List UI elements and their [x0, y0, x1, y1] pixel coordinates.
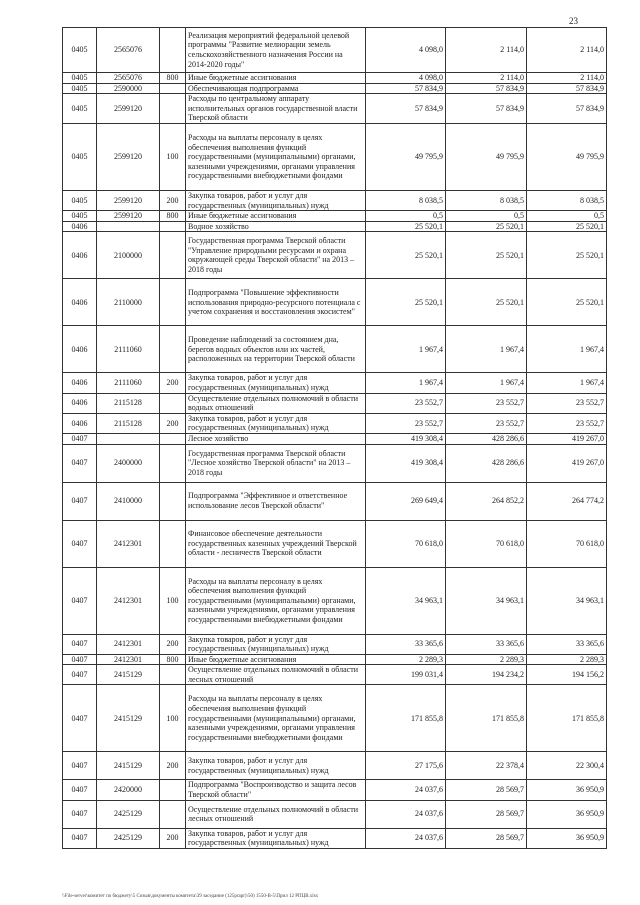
- article-code-cell: 2100000: [97, 232, 160, 279]
- value-year-2-cell: 70 618,0: [446, 520, 527, 567]
- value-year-2-cell: 34 963,1: [446, 567, 527, 634]
- section-code-cell: 0406: [63, 279, 97, 326]
- value-year-2-cell: 1 967,4: [446, 326, 527, 373]
- item-name-cell: Подпрограмма "Воспроизводство и защита лесов Тверской области": [186, 780, 366, 800]
- table-row: [63, 567, 607, 634]
- value-year-2-cell: 264 852,2: [446, 482, 527, 520]
- value-year-3-cell: 57 834,9: [527, 83, 607, 94]
- section-code-cell: 0407: [63, 433, 97, 444]
- table-row: [63, 413, 607, 433]
- expense-type-cell: 800: [160, 211, 186, 222]
- item-name-cell: Проведение наблюдений за состоянием дна, берегов водных объектов или их частей, расположенных на территории Тверской области: [186, 326, 366, 373]
- value-year-1-cell: 33 365,6: [366, 634, 446, 654]
- section-code-cell: 0406: [63, 221, 97, 232]
- table-row: [63, 83, 607, 94]
- value-year-1-cell: 8 038,5: [366, 190, 446, 210]
- value-year-2-cell: 33 365,6: [446, 634, 527, 654]
- article-code-cell: 2565076: [97, 73, 160, 84]
- value-year-2-cell: 171 855,8: [446, 685, 527, 752]
- item-name-cell: Осуществление отдельных полномочий в области водных отношений: [186, 393, 366, 413]
- item-name-cell: Осуществление отдельных полномочий в области лесных отношений: [186, 665, 366, 685]
- value-year-1-cell: 25 520,1: [366, 232, 446, 279]
- value-year-3-cell: 171 855,8: [527, 685, 607, 752]
- article-code-cell: 2410000: [97, 482, 160, 520]
- value-year-2-cell: 22 378,4: [446, 752, 527, 780]
- value-year-3-cell: 23 552,7: [527, 413, 607, 433]
- value-year-2-cell: 8 038,5: [446, 190, 527, 210]
- table-row: [63, 520, 607, 567]
- value-year-3-cell: 49 795,9: [527, 123, 607, 190]
- value-year-2-cell: 28 569,7: [446, 828, 527, 848]
- value-year-3-cell: 419 267,0: [527, 444, 607, 482]
- article-code-cell: [97, 433, 160, 444]
- item-name-cell: Осуществление отдельных полномочий в области лесных отношений: [186, 800, 366, 828]
- value-year-1-cell: 24 037,6: [366, 780, 446, 800]
- value-year-3-cell: 70 618,0: [527, 520, 607, 567]
- table-row: [63, 221, 607, 232]
- value-year-3-cell: 25 520,1: [527, 232, 607, 279]
- value-year-3-cell: 57 834,9: [527, 94, 607, 124]
- article-code-cell: 2415129: [97, 685, 160, 752]
- expense-type-cell: 100: [160, 123, 186, 190]
- article-code-cell: 2115128: [97, 413, 160, 433]
- section-code-cell: 0407: [63, 752, 97, 780]
- value-year-3-cell: 264 774,2: [527, 482, 607, 520]
- item-name-cell: Расходы на выплаты персоналу в целях обеспечения выполнения функций государственными (муниципальными) органами, казенными учреждениями, органами управления государственными внебюджетными фондами: [186, 685, 366, 752]
- table-row: [63, 665, 607, 685]
- item-name-cell: Расходы на выплаты персоналу в целях обеспечения выполнения функций государственными (муниципальными) органами, казенными учреждениями, органами управления государственными внебюджетными фондами: [186, 123, 366, 190]
- section-code-cell: 0406: [63, 413, 97, 433]
- value-year-2-cell: 0,5: [446, 211, 527, 222]
- expense-type-cell: [160, 232, 186, 279]
- table-row: [63, 373, 607, 393]
- section-code-cell: 0407: [63, 634, 97, 654]
- value-year-1-cell: 25 520,1: [366, 279, 446, 326]
- expense-type-cell: [160, 83, 186, 94]
- expense-type-cell: [160, 780, 186, 800]
- item-name-cell: Закупка товаров, работ и услуг для государственных (муниципальных) нужд: [186, 373, 366, 393]
- item-name-cell: Закупка товаров, работ и услуг для государственных (муниципальных) нужд: [186, 634, 366, 654]
- value-year-2-cell: 23 552,7: [446, 413, 527, 433]
- article-code-cell: [97, 221, 160, 232]
- table-row: [63, 752, 607, 780]
- value-year-1-cell: 199 031,4: [366, 665, 446, 685]
- section-code-cell: 0407: [63, 654, 97, 665]
- item-name-cell: Водное хозяйство: [186, 221, 366, 232]
- value-year-1-cell: 2 289,3: [366, 654, 446, 665]
- value-year-3-cell: 23 552,7: [527, 393, 607, 413]
- article-code-cell: 2115128: [97, 393, 160, 413]
- expense-type-cell: 800: [160, 654, 186, 665]
- value-year-2-cell: 428 286,6: [446, 444, 527, 482]
- value-year-1-cell: 25 520,1: [366, 221, 446, 232]
- expense-type-cell: [160, 326, 186, 373]
- value-year-3-cell: 2 114,0: [527, 28, 607, 73]
- section-code-cell: 0407: [63, 444, 97, 482]
- value-year-1-cell: 24 037,6: [366, 800, 446, 828]
- item-name-cell: Закупка товаров, работ и услуг для государственных (муниципальных) нужд: [186, 413, 366, 433]
- value-year-2-cell: 25 520,1: [446, 279, 527, 326]
- table-row: [63, 800, 607, 828]
- item-name-cell: Закупка товаров, работ и услуг для государственных (муниципальных) нужд: [186, 752, 366, 780]
- section-code-cell: 0405: [63, 94, 97, 124]
- table-row: [63, 28, 607, 73]
- section-code-cell: 0407: [63, 828, 97, 848]
- value-year-1-cell: 27 175,6: [366, 752, 446, 780]
- value-year-2-cell: 25 520,1: [446, 232, 527, 279]
- article-code-cell: 2412301: [97, 634, 160, 654]
- article-code-cell: 2599120: [97, 190, 160, 210]
- article-code-cell: 2111060: [97, 373, 160, 393]
- value-year-3-cell: 0,5: [527, 211, 607, 222]
- value-year-3-cell: 2 114,0: [527, 73, 607, 84]
- expense-type-cell: 200: [160, 413, 186, 433]
- expense-type-cell: [160, 444, 186, 482]
- article-code-cell: 2565076: [97, 28, 160, 73]
- section-code-cell: 0407: [63, 520, 97, 567]
- expense-type-cell: [160, 433, 186, 444]
- item-name-cell: Закупка товаров, работ и услуг для государственных (муниципальных) нужд: [186, 190, 366, 210]
- expense-type-cell: 100: [160, 685, 186, 752]
- table-row: [63, 654, 607, 665]
- expense-type-cell: [160, 393, 186, 413]
- article-code-cell: 2412301: [97, 567, 160, 634]
- article-code-cell: 2420000: [97, 780, 160, 800]
- value-year-2-cell: 2 114,0: [446, 73, 527, 84]
- item-name-cell: Реализация мероприятий федеральной целевой программы "Развитие мелиорации земель сельскохозяйственного назначения России на 2014-2020 годы": [186, 28, 366, 73]
- item-name-cell: Закупка товаров, работ и услуг для государственных (муниципальных) нужд: [186, 828, 366, 848]
- table-row: [63, 123, 607, 190]
- article-code-cell: 2599120: [97, 211, 160, 222]
- value-year-1-cell: 23 552,7: [366, 413, 446, 433]
- article-code-cell: 2111060: [97, 326, 160, 373]
- value-year-3-cell: 34 963,1: [527, 567, 607, 634]
- section-code-cell: 0407: [63, 482, 97, 520]
- value-year-2-cell: 1 967,4: [446, 373, 527, 393]
- section-code-cell: 0405: [63, 123, 97, 190]
- table-row: [63, 634, 607, 654]
- value-year-3-cell: 194 156,2: [527, 665, 607, 685]
- value-year-1-cell: 1 967,4: [366, 326, 446, 373]
- expense-type-cell: 200: [160, 190, 186, 210]
- value-year-1-cell: 49 795,9: [366, 123, 446, 190]
- value-year-3-cell: 36 950,9: [527, 828, 607, 848]
- item-name-cell: Подпрограмма "Повышение эффективности использования природно-ресурсного потенциала с учетом сохранения и восстановления экосистем": [186, 279, 366, 326]
- value-year-2-cell: 2 289,3: [446, 654, 527, 665]
- item-name-cell: Лесное хозяйство: [186, 433, 366, 444]
- budget-table-body: [63, 28, 607, 849]
- value-year-1-cell: 269 649,4: [366, 482, 446, 520]
- value-year-3-cell: 36 950,9: [527, 780, 607, 800]
- section-code-cell: 0407: [63, 800, 97, 828]
- value-year-3-cell: 2 289,3: [527, 654, 607, 665]
- expense-type-cell: [160, 665, 186, 685]
- section-code-cell: 0407: [63, 567, 97, 634]
- item-name-cell: Государственная программа Тверской области "Лесное хозяйство Тверской области" на 2013 – 2018 годы: [186, 444, 366, 482]
- item-name-cell: Иные бюджетные ассигнования: [186, 73, 366, 84]
- value-year-1-cell: 57 834,9: [366, 94, 446, 124]
- section-code-cell: 0407: [63, 665, 97, 685]
- item-name-cell: Подпрограмма "Эффективное и ответственное использование лесов Тверской области": [186, 482, 366, 520]
- expense-type-cell: 200: [160, 634, 186, 654]
- expense-type-cell: [160, 28, 186, 73]
- footer-file-path: \\File-server\комитет по бюджету\5 Созыв\документы комитета\39 заседание (125prapr)\50) 1550-В-5\Прил 12 РПЦВ.xlsx: [62, 894, 319, 899]
- value-year-1-cell: 23 552,7: [366, 393, 446, 413]
- value-year-3-cell: 8 038,5: [527, 190, 607, 210]
- section-code-cell: 0405: [63, 211, 97, 222]
- expense-type-cell: [160, 221, 186, 232]
- value-year-1-cell: 24 037,6: [366, 828, 446, 848]
- value-year-3-cell: 22 300,4: [527, 752, 607, 780]
- value-year-1-cell: 419 308,4: [366, 444, 446, 482]
- table-row: [63, 393, 607, 413]
- value-year-3-cell: 1 967,4: [527, 373, 607, 393]
- value-year-3-cell: 419 267,0: [527, 433, 607, 444]
- value-year-2-cell: 28 569,7: [446, 780, 527, 800]
- section-code-cell: 0406: [63, 232, 97, 279]
- item-name-cell: Расходы на выплаты персоналу в целях обеспечения выполнения функций государственными (муниципальными) органами, казенными учреждениями, органами управления государственными внебюджетными фондами: [186, 567, 366, 634]
- expense-type-cell: 100: [160, 567, 186, 634]
- expense-type-cell: [160, 520, 186, 567]
- budget-table: [62, 27, 607, 849]
- article-code-cell: 2425129: [97, 800, 160, 828]
- value-year-1-cell: 70 618,0: [366, 520, 446, 567]
- section-code-cell: 0405: [63, 73, 97, 84]
- item-name-cell: Финансовое обеспечение деятельности государственных казенных учреждений Тверской области - лесничеств Тверской области: [186, 520, 366, 567]
- table-row: [63, 279, 607, 326]
- value-year-2-cell: 28 569,7: [446, 800, 527, 828]
- article-code-cell: 2412301: [97, 520, 160, 567]
- table-row: [63, 94, 607, 124]
- section-code-cell: 0405: [63, 83, 97, 94]
- table-row: [63, 685, 607, 752]
- value-year-2-cell: 57 834,9: [446, 83, 527, 94]
- section-code-cell: 0406: [63, 326, 97, 373]
- item-name-cell: Государственная программа Тверской области "Управление природными ресурсами и охрана окружающей среды Тверской области" на 2013 – 2018 годы: [186, 232, 366, 279]
- article-code-cell: 2412301: [97, 654, 160, 665]
- section-code-cell: 0407: [63, 780, 97, 800]
- item-name-cell: Расходы по центральному аппарату исполнительных органов государственной власти Тверской области: [186, 94, 366, 124]
- expense-type-cell: [160, 800, 186, 828]
- item-name-cell: Иные бюджетные ассигнования: [186, 654, 366, 665]
- expense-type-cell: [160, 94, 186, 124]
- table-row: [63, 190, 607, 210]
- article-code-cell: 2590000: [97, 83, 160, 94]
- article-code-cell: 2415129: [97, 752, 160, 780]
- article-code-cell: 2400000: [97, 444, 160, 482]
- value-year-3-cell: 33 365,6: [527, 634, 607, 654]
- item-name-cell: Иные бюджетные ассигнования: [186, 211, 366, 222]
- value-year-2-cell: 194 234,2: [446, 665, 527, 685]
- expense-type-cell: [160, 482, 186, 520]
- value-year-3-cell: 25 520,1: [527, 221, 607, 232]
- value-year-3-cell: 1 967,4: [527, 326, 607, 373]
- table-row: [63, 73, 607, 84]
- section-code-cell: 0407: [63, 685, 97, 752]
- section-code-cell: 0406: [63, 373, 97, 393]
- table-row: [63, 482, 607, 520]
- page-number: 23: [569, 16, 578, 26]
- value-year-1-cell: 1 967,4: [366, 373, 446, 393]
- article-code-cell: 2425129: [97, 828, 160, 848]
- value-year-1-cell: 34 963,1: [366, 567, 446, 634]
- article-code-cell: 2110000: [97, 279, 160, 326]
- value-year-1-cell: 419 308,4: [366, 433, 446, 444]
- value-year-1-cell: 4 098,0: [366, 73, 446, 84]
- section-code-cell: 0406: [63, 393, 97, 413]
- table-row: [63, 828, 607, 848]
- expense-type-cell: 800: [160, 73, 186, 84]
- value-year-2-cell: 57 834,9: [446, 94, 527, 124]
- article-code-cell: 2599120: [97, 94, 160, 124]
- value-year-3-cell: 36 950,9: [527, 800, 607, 828]
- table-row: [63, 211, 607, 222]
- value-year-1-cell: 0,5: [366, 211, 446, 222]
- value-year-2-cell: 25 520,1: [446, 221, 527, 232]
- section-code-cell: 0405: [63, 190, 97, 210]
- article-code-cell: 2599120: [97, 123, 160, 190]
- table-row: [63, 326, 607, 373]
- table-row: [63, 780, 607, 800]
- value-year-1-cell: 4 098,0: [366, 28, 446, 73]
- value-year-2-cell: 2 114,0: [446, 28, 527, 73]
- table-row: [63, 433, 607, 444]
- value-year-2-cell: 428 286,6: [446, 433, 527, 444]
- value-year-1-cell: 57 834,9: [366, 83, 446, 94]
- article-code-cell: 2415129: [97, 665, 160, 685]
- expense-type-cell: 200: [160, 752, 186, 780]
- expense-type-cell: 200: [160, 373, 186, 393]
- value-year-1-cell: 171 855,8: [366, 685, 446, 752]
- value-year-3-cell: 25 520,1: [527, 279, 607, 326]
- value-year-2-cell: 49 795,9: [446, 123, 527, 190]
- value-year-2-cell: 23 552,7: [446, 393, 527, 413]
- item-name-cell: Обеспечивающая подпрограмма: [186, 83, 366, 94]
- section-code-cell: 0405: [63, 28, 97, 73]
- table-row: [63, 444, 607, 482]
- table-row: [63, 232, 607, 279]
- expense-type-cell: 200: [160, 828, 186, 848]
- expense-type-cell: [160, 279, 186, 326]
